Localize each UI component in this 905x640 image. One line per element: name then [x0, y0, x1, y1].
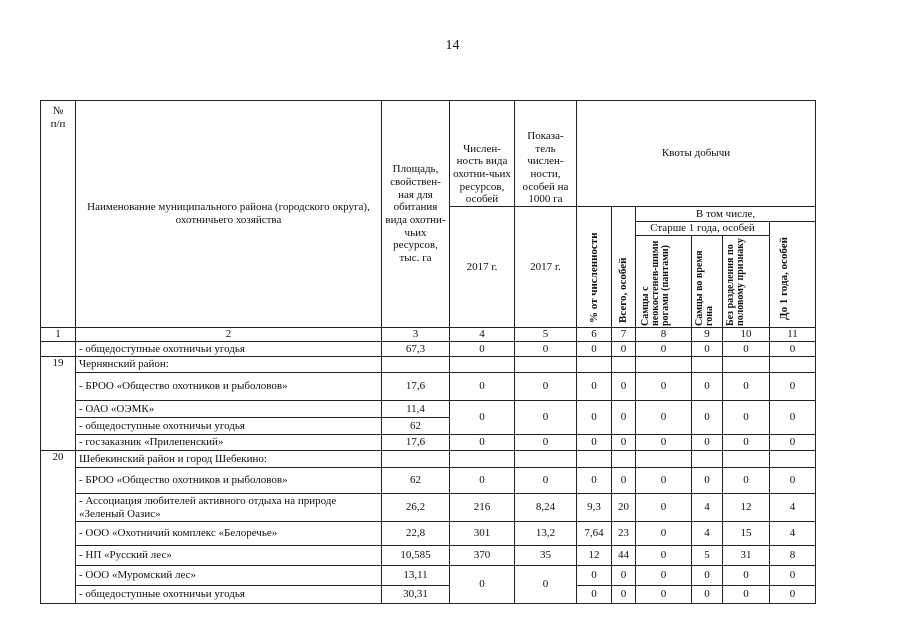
cell-population: 0 [450, 566, 515, 604]
header-males-rut: Самцы во время гона [692, 236, 723, 328]
cell-percent: 0 [577, 373, 612, 401]
header-quota: Квоты добычи [577, 101, 816, 207]
cell-percent: 0 [577, 342, 612, 357]
cell-index: 0 [515, 401, 577, 435]
cell-c10: 0 [723, 401, 770, 435]
cell-percent: 0 [577, 435, 612, 451]
colnum: 9 [692, 328, 723, 342]
row-name: - госзаказник «Прилепенский» [76, 435, 382, 451]
cell-c11: 8 [770, 546, 816, 566]
cell-c10: 0 [723, 373, 770, 401]
table-row [41, 546, 816, 566]
district-name: Чернянский район: [76, 357, 382, 373]
row-name: - общедоступные охотничьи угодья [76, 342, 382, 357]
cell-total: 0 [612, 586, 636, 604]
cell-c9: 4 [692, 522, 723, 546]
cell-c9: 0 [692, 401, 723, 435]
header-number: № п/п [41, 101, 76, 328]
table-row [41, 566, 816, 586]
cell-percent: 12 [577, 546, 612, 566]
cell-total: 44 [612, 546, 636, 566]
page-number: 14 [445, 38, 460, 53]
cell-c10: 12 [723, 494, 770, 522]
header-name: Наименование муниципального района (городского округа), охотничьего хозяйства [76, 101, 382, 328]
cell-population: 301 [450, 522, 515, 546]
cell-total: 0 [612, 435, 636, 451]
cell-c10: 0 [723, 468, 770, 494]
header-males-antlers: Самцы с неокостенев-шими рогами (пантами) [636, 236, 692, 328]
cell-area: 30,31 [382, 586, 450, 604]
row-name: - БРОО «Общество охотников и рыболовов» [76, 373, 382, 401]
cell-c8: 0 [636, 435, 692, 451]
table-row [41, 522, 816, 546]
cell-c9: 0 [692, 468, 723, 494]
cell-population: 0 [450, 468, 515, 494]
header-index: Показа-тель числен-ности, особей на 1000 га [515, 101, 577, 207]
colnum: 7 [612, 328, 636, 342]
cell-c11: 0 [770, 566, 816, 586]
cell-c9: 0 [692, 435, 723, 451]
cell-c11: 0 [770, 401, 816, 435]
row-name: - НП «Русский лес» [76, 546, 382, 566]
cell-total: 0 [612, 342, 636, 357]
cell-index: 13,2 [515, 522, 577, 546]
header-total: Всего, особей [612, 207, 636, 328]
table-row [41, 342, 816, 357]
cell-percent: 0 [577, 468, 612, 494]
cell-percent: 7,64 [577, 522, 612, 546]
cell-c9: 0 [692, 373, 723, 401]
row-name: - ОАО «ОЭМК» [76, 401, 382, 418]
header-population: Числен-ность вида охотни-чьих ресурсов, особей [450, 101, 515, 207]
cell-population: 0 [450, 342, 515, 357]
table-row [41, 494, 816, 522]
table-row [41, 586, 816, 604]
row-name: - ООО «Охотничий комплекс «Белоречье» [76, 522, 382, 546]
table-row [41, 401, 816, 418]
cell-total: 0 [612, 468, 636, 494]
cell-index: 0 [515, 342, 577, 357]
cell-c10: 0 [723, 342, 770, 357]
cell-c11: 0 [770, 435, 816, 451]
cell-c11: 0 [770, 373, 816, 401]
cell-area: 62 [382, 418, 450, 435]
cell-c8: 0 [636, 494, 692, 522]
district-name: Шебекинский район и город Шебекино: [76, 451, 382, 468]
cell-area: 62 [382, 468, 450, 494]
row-name: - общедоступные охотничьи угодья [76, 418, 382, 435]
header-area: Площадь, свойствен-ная для обитания вида охотни-чьих ресурсов, тыс. га [382, 101, 450, 328]
cell-percent: 0 [577, 566, 612, 586]
district-row [41, 451, 816, 468]
header-index-year: 2017 г. [515, 207, 577, 328]
cell-c11: 0 [770, 468, 816, 494]
cell-c9: 5 [692, 546, 723, 566]
district-number: 20 [41, 451, 76, 604]
colnum: 11 [770, 328, 816, 342]
cell-c8: 0 [636, 586, 692, 604]
cell-c10: 0 [723, 435, 770, 451]
row-name: - Ассоциация любителей активного отдыха на природе «Зеленый Оазис» [76, 494, 382, 522]
cell-area: 13,11 [382, 566, 450, 586]
cell-total: 0 [612, 373, 636, 401]
cell-c9: 0 [692, 586, 723, 604]
header-population-year: 2017 г. [450, 207, 515, 328]
colnum: 3 [382, 328, 450, 342]
cell-index: 0 [515, 566, 577, 604]
cell-c11: 0 [770, 342, 816, 357]
cell-area: 22,8 [382, 522, 450, 546]
cell-area: 67,3 [382, 342, 450, 357]
header-including: В том числе, [636, 207, 816, 222]
cell-population: 216 [450, 494, 515, 522]
cell-index: 35 [515, 546, 577, 566]
district-number: 19 [41, 357, 76, 451]
cell-population: 370 [450, 546, 515, 566]
cell-c10: 0 [723, 586, 770, 604]
cell-percent: 0 [577, 401, 612, 435]
cell-population: 0 [450, 401, 515, 435]
table-row [41, 435, 816, 451]
header-under-1: До 1 года, особей [770, 222, 816, 328]
cell-percent: 0 [577, 586, 612, 604]
cell-total: 20 [612, 494, 636, 522]
cell-total: 0 [612, 566, 636, 586]
header-no-sex: Без разделения по половому признаку [723, 236, 770, 328]
colnum: 4 [450, 328, 515, 342]
cell-area: 17,6 [382, 435, 450, 451]
cell-total: 0 [612, 401, 636, 435]
cell-c11: 4 [770, 494, 816, 522]
cell-area: 17,6 [382, 373, 450, 401]
row-name: - БРОО «Общество охотников и рыболовов» [76, 468, 382, 494]
colnum: 5 [515, 328, 577, 342]
row-name: - общедоступные охотничьи угодья [76, 586, 382, 604]
district-row [41, 357, 816, 373]
cell-area: 10,585 [382, 546, 450, 566]
cell-c10: 0 [723, 566, 770, 586]
cell-area: 11,4 [382, 401, 450, 418]
cell-area: 26,2 [382, 494, 450, 522]
colnum: 6 [577, 328, 612, 342]
cell-c9: 0 [692, 566, 723, 586]
cell-c8: 0 [636, 546, 692, 566]
colnum: 10 [723, 328, 770, 342]
cell-c11: 4 [770, 522, 816, 546]
cell-c9: 0 [692, 342, 723, 357]
header-older: Старше 1 года, особей [636, 222, 770, 236]
quota-table [40, 100, 816, 604]
cell-c8: 0 [636, 522, 692, 546]
cell-total: 23 [612, 522, 636, 546]
cell-index: 0 [515, 435, 577, 451]
cell-c8: 0 [636, 342, 692, 357]
cell-population: 0 [450, 435, 515, 451]
header-percent: % от численности [577, 207, 612, 328]
cell-index: 0 [515, 468, 577, 494]
cell-c10: 31 [723, 546, 770, 566]
colnum: 1 [41, 328, 76, 342]
cell-c8: 0 [636, 566, 692, 586]
cell-index: 0 [515, 373, 577, 401]
cell-c9: 4 [692, 494, 723, 522]
table-row [41, 468, 816, 494]
cell-c8: 0 [636, 468, 692, 494]
cell-index: 8,24 [515, 494, 577, 522]
cell-c8: 0 [636, 373, 692, 401]
cell-c10: 15 [723, 522, 770, 546]
cell-c8: 0 [636, 401, 692, 435]
cell-population: 0 [450, 373, 515, 401]
colnum: 8 [636, 328, 692, 342]
colnum: 2 [76, 328, 382, 342]
cell-percent: 9,3 [577, 494, 612, 522]
table-row [41, 373, 816, 401]
cell-c11: 0 [770, 586, 816, 604]
row-name: - ООО «Муромский лес» [76, 566, 382, 586]
